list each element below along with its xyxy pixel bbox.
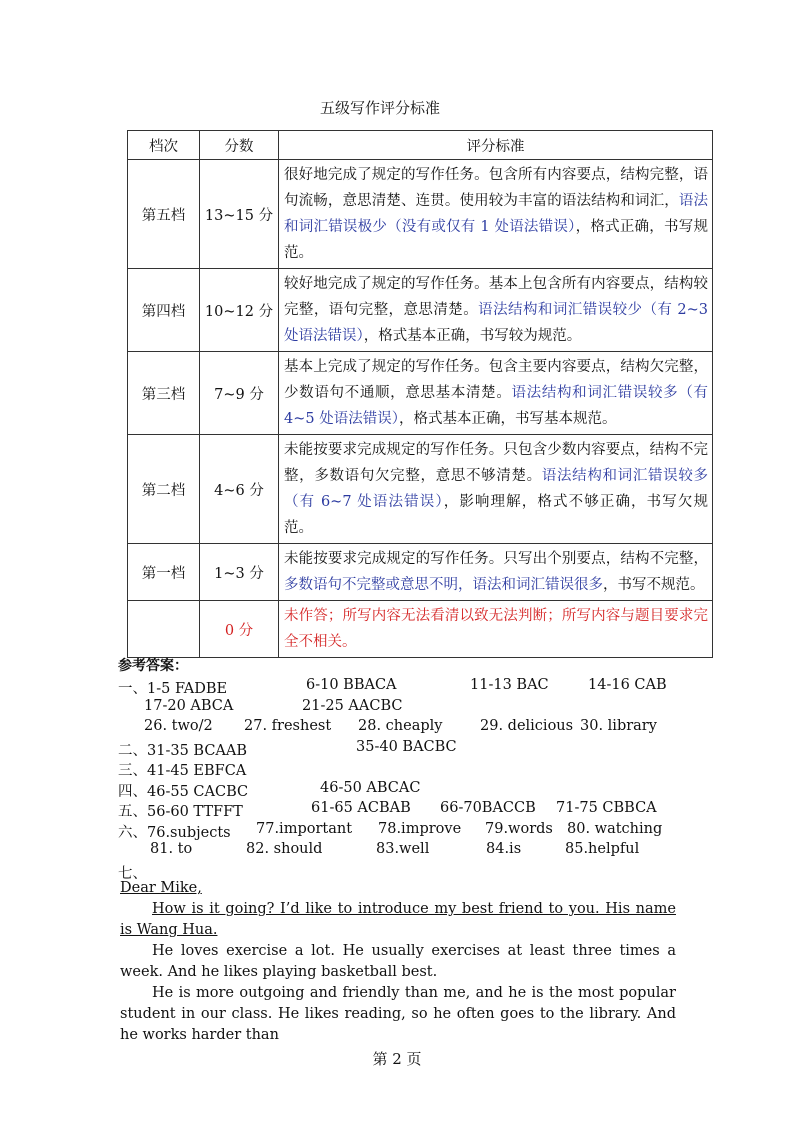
rubric-title: 五级写作评分标准 [319, 99, 440, 117]
answer-line [118, 677, 698, 698]
table-row [128, 269, 713, 352]
level-cell [128, 601, 200, 658]
answer-item: 81. to [150, 841, 193, 857]
level-cell: 第一档 [128, 544, 200, 601]
sample-letter [120, 878, 676, 1046]
letter-paragraph-text: How is it going? I’d like to introduce my best friend to you. His name is Wang Hua. [120, 901, 676, 938]
table-row [128, 435, 713, 544]
answer-line [118, 800, 698, 821]
letter-paragraph: He is more outgoing and friendly than me, and he is the most popular student in our class. He likes reading, so he often goes to the library. And he works harder than [120, 985, 676, 1043]
answer-item: 21-25 AACBC [302, 697, 403, 714]
answer-item: 14-16 CAB [588, 677, 667, 693]
answer-item: 11-13 BAC [470, 677, 549, 693]
header-level: 档次 [128, 131, 200, 160]
answer-item: 七、 [118, 865, 147, 882]
criteria-error-text: 多数语句不完整或意思不明，语法和词汇错误很多 [284, 577, 603, 593]
criteria-error-text: 语法结构和词汇错误较多（有 4~5 处语法错误） [284, 385, 708, 427]
criteria-cell [279, 160, 713, 269]
score-cell: 1~3 分 [200, 544, 279, 601]
answer-item: 83.well [376, 841, 430, 857]
letter-paragraph [120, 899, 676, 941]
table-row [128, 601, 713, 658]
table-row [128, 160, 713, 269]
letter-paragraph: He loves exercise a lot. He usually exercises at least three times a week. And he likes playing basketball best. [120, 943, 676, 980]
score-cell: 13~15 分 [200, 160, 279, 269]
answer-line [118, 821, 698, 842]
answer-item: 85.helpful [565, 841, 640, 857]
answer-item: 三、41-45 EBFCA [118, 763, 247, 779]
answer-item: 6-10 BBACA [306, 677, 397, 693]
level-cell: 第三档 [128, 352, 200, 435]
letter-greeting: Dear Mike, [120, 880, 202, 896]
score-cell: 10~12 分 [200, 269, 279, 352]
criteria-tail-text: ，格式基本正确，书写基本规范。 [398, 411, 617, 427]
table-header-row [128, 131, 713, 160]
answer-item: 82. should [246, 841, 323, 857]
table-row [128, 352, 713, 435]
answer-item: 35-40 BACBC [356, 738, 457, 755]
criteria-tail-text: ，影响理解，格式不够正确，书写欠规范。 [284, 494, 708, 536]
answer-key [118, 655, 698, 882]
answer-item: 79.words [485, 820, 553, 837]
criteria-tail-text: ，格式正确，书写规范。 [284, 219, 708, 261]
answer-item: 17-20 ABCA [144, 697, 234, 714]
page-number: 第 2 页 [372, 1050, 422, 1068]
answer-line [118, 759, 698, 780]
criteria-cell [279, 544, 713, 601]
answer-item: 二、31-35 BCAAB [118, 742, 248, 759]
criteria-error-text: 语法结构和词汇错误较多（有 6~7 处语法错误） [284, 468, 709, 510]
criteria-cell [279, 435, 713, 544]
criteria-cell [279, 269, 713, 352]
answer-line [118, 698, 698, 719]
answer-item: 61-65 ACBAB [311, 800, 411, 816]
criteria-text: 很好地完成了规定的写作任务。包含所有内容要点，结构完整，语句流畅，意思清楚、连贯。使用较为丰富的语法结构和词汇， [284, 167, 708, 209]
table-row [128, 544, 713, 601]
answer-key-heading: 参考答案： [118, 658, 188, 674]
criteria-error-text: 语法和词汇错误极少（没有或仅有 1 处语法错误） [284, 193, 708, 235]
answer-item: 80. watching [567, 820, 663, 837]
criteria-text: 未能按要求完成规定的写作任务。只包含少数内容要点，结构不完整，多数语句欠完整，意思不够清楚。 [284, 442, 708, 484]
criteria-text: 未能按要求完成规定的写作任务。只写出个别要点，结构不完整， [284, 551, 708, 567]
answer-item: 四、46-55 CACBC [118, 783, 249, 800]
criteria-text: 基本上完成了规定的写作任务。包含主要内容要点，结构欠完整，少数语句不通顺，意思基本清楚。 [284, 359, 708, 401]
answer-item: 26. two/2 [144, 718, 213, 734]
answer-item: 46-50 ABCAC [320, 779, 421, 796]
score-cell: 0 分 [200, 601, 279, 658]
level-cell: 第四档 [128, 269, 200, 352]
answer-lines [118, 677, 698, 882]
answer-line [118, 780, 698, 801]
answer-item: 六、76.subjects [118, 824, 231, 841]
answer-line [118, 841, 698, 862]
level-cell: 第五档 [128, 160, 200, 269]
answer-item: 一、1-5 FADBE [118, 681, 228, 697]
answer-item: 77.important [256, 820, 353, 837]
criteria-cell: 未作答；所写内容无法看清以致无法判断；所写内容与题目要求完全不相关。 [279, 601, 713, 658]
level-cell: 第二档 [128, 435, 200, 544]
answer-line [118, 718, 698, 739]
criteria-cell [279, 352, 713, 435]
answer-item: 30. library [580, 718, 657, 734]
header-score: 分数 [200, 131, 279, 160]
score-cell: 4~6 分 [200, 435, 279, 544]
criteria-text: 较好地完成了规定的写作任务。基本上包含所有内容要点，结构较完整，语句完整，意思清楚。 [284, 276, 708, 318]
criteria-tail-text: ，书写不规范。 [603, 577, 705, 593]
criteria-error-text: 语法结构和词汇错误较少（有 2~3 处语法错误） [284, 302, 708, 344]
criteria-tail-text: ，格式基本正确，书写较为规范。 [363, 328, 582, 344]
answer-item: 五、56-60 TTFFT [118, 804, 243, 820]
answer-item: 84.is [486, 841, 522, 857]
answer-line [118, 739, 698, 760]
header-criteria: 评分标准 [279, 131, 713, 160]
score-cell: 7~9 分 [200, 352, 279, 435]
answer-item: 78.improve [378, 820, 462, 837]
answer-item: 29. delicious [480, 718, 574, 734]
answer-item: 66-70BACCB [440, 800, 536, 816]
answer-item: 27. freshest [244, 718, 332, 734]
answer-item: 28. cheaply [358, 718, 443, 734]
answer-item: 71-75 CBBCA [556, 800, 657, 816]
rubric-table [127, 130, 713, 658]
